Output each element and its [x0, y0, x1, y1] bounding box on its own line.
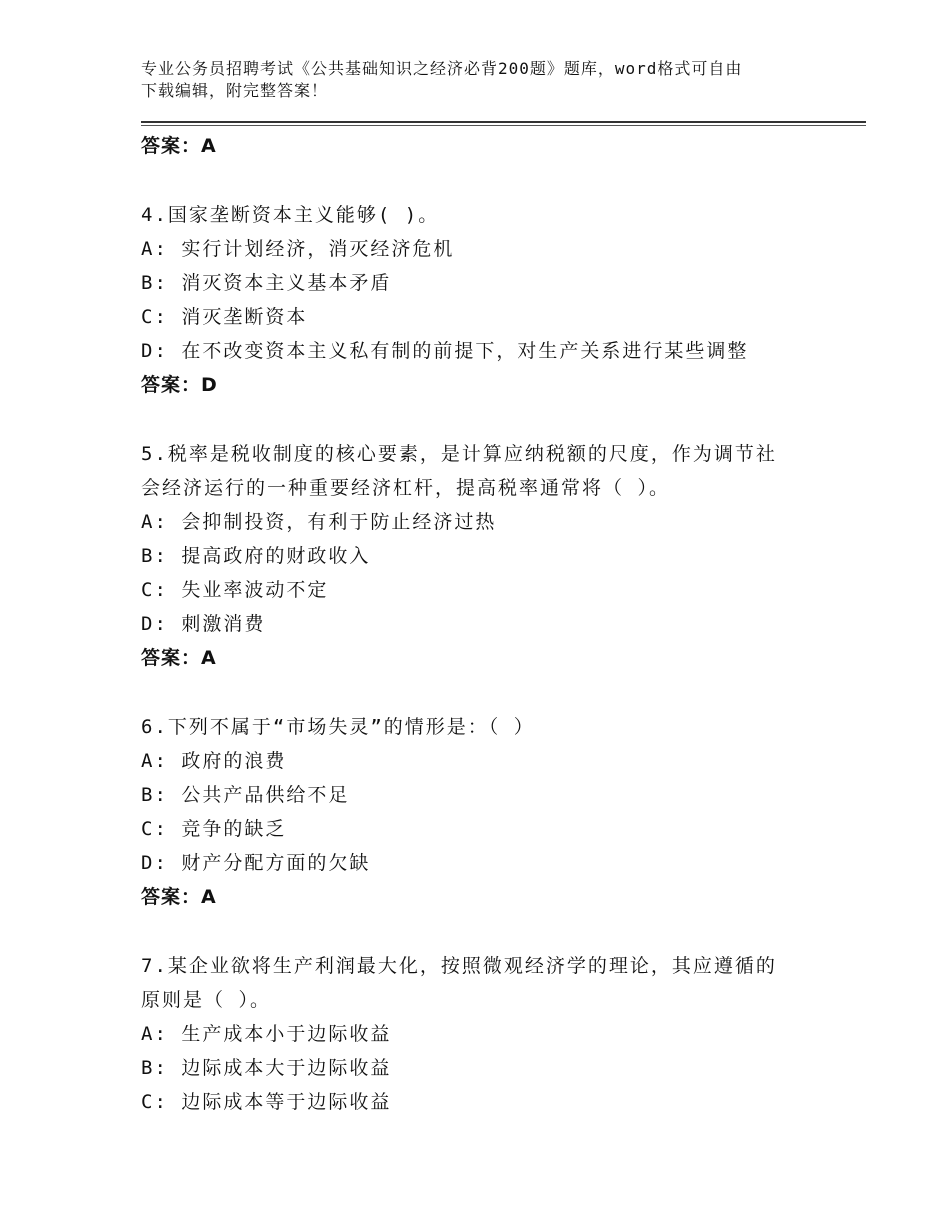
answer-previous: 答案：A — [141, 135, 217, 157]
document-header — [141, 58, 831, 102]
header-rule-thick — [141, 121, 866, 123]
q6-option-a: A: 政府的浪费 — [141, 750, 287, 772]
q6-answer: 答案：A — [141, 886, 217, 908]
q7-question-line-1: 7.某企业欲将生产利润最大化，按照微观经济学的理论，其应遵循的 — [141, 955, 777, 977]
q4-option-c: C: 消灭垄断资本 — [141, 306, 308, 328]
q7-option-c: C: 边际成本等于边际收益 — [141, 1091, 392, 1113]
q6-option-b: B: 公共产品供给不足 — [141, 784, 350, 806]
q6-option-d: D: 财产分配方面的欠缺 — [141, 852, 371, 874]
q5-option-b: B: 提高政府的财政收入 — [141, 545, 371, 567]
q4-option-b: B: 消灭资本主义基本矛盾 — [141, 272, 392, 294]
q5-option-a: A: 会抑制投资，有利于防止经济过热 — [141, 511, 497, 533]
q5-answer: 答案：A — [141, 647, 217, 669]
q4-question: 4.国家垄断资本主义能够( )。 — [141, 204, 440, 226]
header-rule-thin — [141, 125, 866, 126]
q7-option-a: A: 生产成本小于边际收益 — [141, 1023, 392, 1045]
q5-option-c: C: 失业率波动不定 — [141, 579, 329, 601]
q5-question-line-1: 5.税率是税收制度的核心要素，是计算应纳税额的尺度，作为调节社 — [141, 443, 777, 465]
q4-option-a: A: 实行计划经济，消灭经济危机 — [141, 238, 455, 260]
q5-option-d: D: 刺激消费 — [141, 613, 266, 635]
q6-question: 6.下列不属于“市场失灵”的情形是：（ ） — [141, 716, 535, 738]
q7-question-line-2: 原则是（ ）。 — [141, 989, 271, 1011]
q6-option-c: C: 竞争的缺乏 — [141, 818, 287, 840]
q7-option-b: B: 边际成本大于边际收益 — [141, 1057, 392, 1079]
q4-answer: 答案：D — [141, 374, 218, 396]
header-line-1: 专业公务员招聘考试《公共基础知识之经济必背200题》题库，word格式可自由 — [141, 59, 743, 78]
header-line-2: 下载编辑，附完整答案！ — [141, 81, 329, 100]
q5-question-line-2: 会经济运行的一种重要经济杠杆，提高税率通常将（ ）。 — [141, 477, 670, 499]
q4-option-d: D: 在不改变资本主义私有制的前提下，对生产关系进行某些调整 — [141, 340, 749, 362]
